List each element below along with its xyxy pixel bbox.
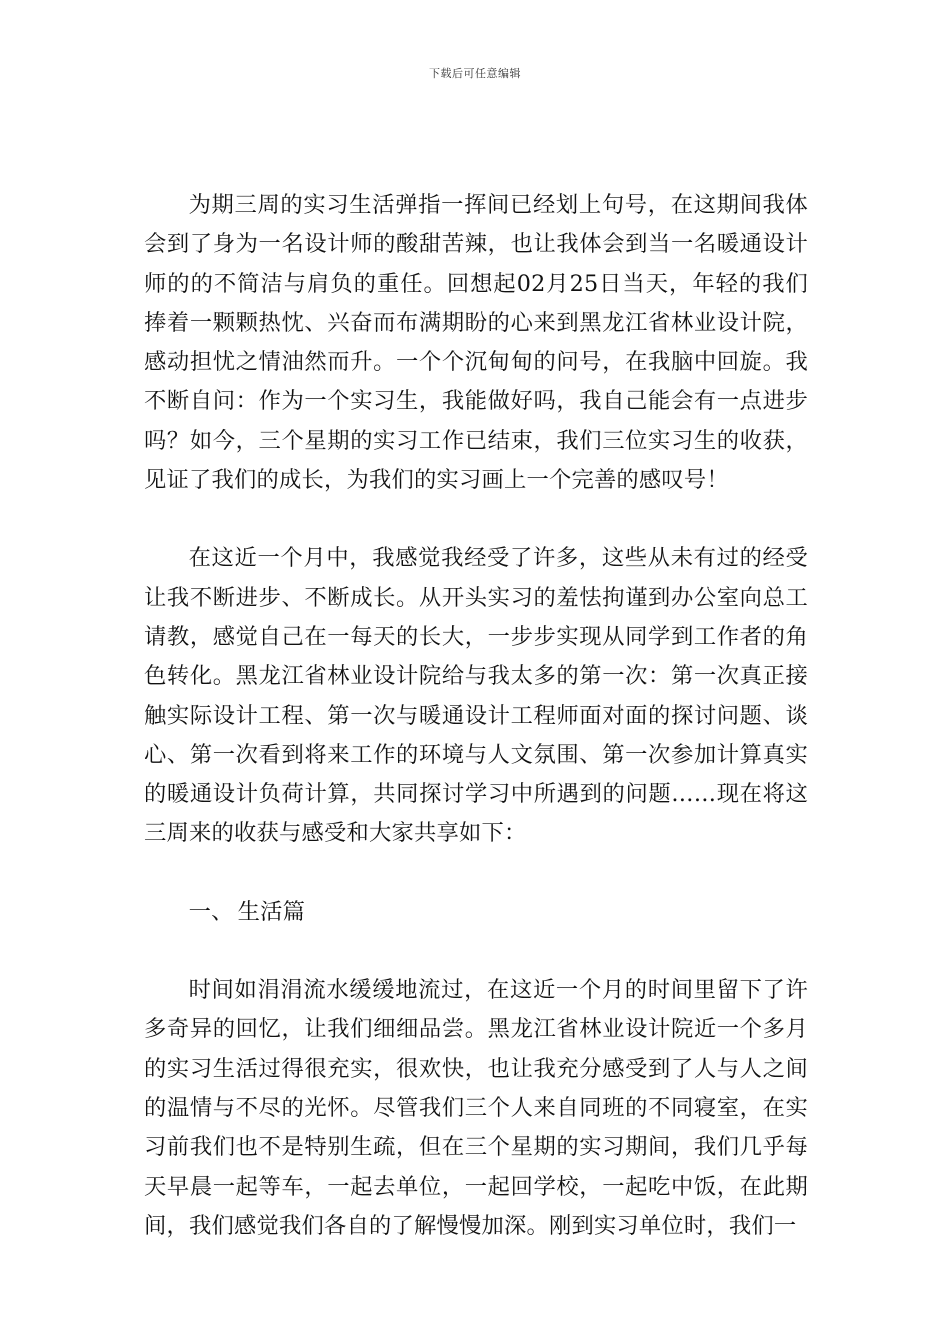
paragraph-intro: 为期三周的实习生活弹指一挥间已经划上句号，在这期间我体会到了身为一名设计师的酸甜苦辣，也让我体会到当一名暖通设计师的的不简洁与肩负的重任。回想起02月25日当天，年轻的我们捧着一颗颗热忱、兴奋而布满期盼的心来到黑龙江省林业设计院，感动担忧之情油然而升。一个个沉甸甸的问号，在我脑中回旋。我不断自问：作为一个实习生，我能做好吗，我自己能会有一点进步吗？如今，三个星期的实习工作已结束，我们三位实习生的收获，见证了我们的成长，为我们的实习画上一个完善的感叹号！ [144, 192, 808, 494]
paragraph-reflection: 在这近一个月中，我感觉我经受了许多，这些从未有过的经受让我不断进步、不断成长。从开头实习的羞怯拘谨到办公室向总工请教，感觉自己在一每天的长大，一步步实现从同学到工作者的角色转化。黑龙江省林业设计院给与我太多的第一次：第一次真正接触实际设计工程、第一次与暖通设计工程师面对面的探讨问题、谈心、第一次看到将来工作的环境与人文氛围、第一次参加计算真实的暖通设计负荷计算，共同探讨学习中所遇到的问题……现在将这三周来的收获与感受和大家共享如下： [144, 545, 808, 847]
section-heading-title: 生活篇 [237, 898, 306, 925]
paragraph-gap [144, 932, 808, 971]
section-heading [144, 893, 808, 932]
document-body [144, 186, 808, 1246]
paragraph-gap [144, 500, 808, 539]
paragraph-life: 时间如涓涓流水缓缓地流过，在这近一个月的时间里留下了许多奇异的回忆，让我们细细品尝。黑龙江省林业设计院近一个多月的实习生活过得很充实，很欢快，也让我充分感受到了人与人之间的温情与不尽的光怀。尽管我们三个人来自同班的不同寝室，在实习前我们也不是特别生疏，但在三个星期的实习期间，我们几乎每天早晨一起等车，一起去单位，一起回学校，一起吃中饭，在此期间，我们感觉我们各自的了解慢慢加深。刚到实习单位时，我们一 [144, 977, 808, 1239]
header-note: 下载后可任意编辑 [429, 67, 521, 80]
paragraph-gap [144, 854, 808, 893]
section-heading-number: 一、 [188, 898, 234, 925]
